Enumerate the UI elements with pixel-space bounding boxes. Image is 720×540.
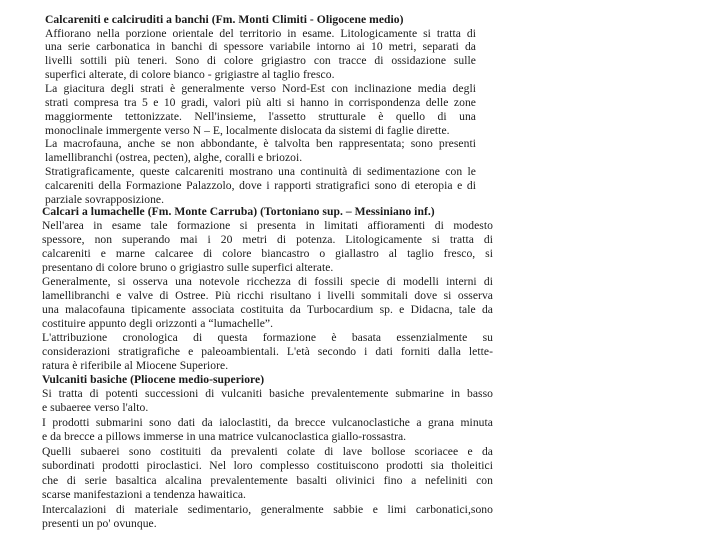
paragraph-line: spessore, non superando mai i 20 metri di potenza. Litologicamente si tratta di xyxy=(42,233,493,246)
paragraph-line: lamellibranchi e valve di Ostree. Più ricchi risultano i livelli sommitali dove si osserva xyxy=(42,289,493,302)
paragraph-line: I prodotti submarini sono dati da ialoclastiti, da brecce vulcanoclastiche a grana minuta xyxy=(42,416,493,429)
paragraph-line: Nell'area in esame tale formazione si presenta in limitati affioramenti di modesto xyxy=(42,219,493,232)
section-monte-carruba xyxy=(42,206,493,371)
paragraph-line: presenti un po' ovunque. xyxy=(42,517,157,530)
paragraph-line: Intercalazioni di materiale sedimentario, generalmente sabbie e limi carbonatici,sono xyxy=(42,503,493,516)
paragraph-line: lamellibranchi (ostrea, pecten), alghe, coralli e briozoi. xyxy=(45,151,303,164)
paragraph-line: Generalmente, si osserva una notevole ricchezza di fossili specie di modelli interni di xyxy=(42,275,493,288)
paragraph-line: maggiormente tettonizzate. Nell'insieme, l'assetto strutturale è quello di una xyxy=(45,110,476,123)
section-monti-climiti xyxy=(45,13,476,206)
paragraph-line: parziale sovrapposizione. xyxy=(45,193,165,206)
paragraph-line: Quelli subaerei sono costituiti da prevalenti colate di lave bollose scoriacee e da xyxy=(42,445,493,458)
paragraph-line: La macrofauna, anche se non abbondante, è talvolta ben rappresentata; sono presenti xyxy=(45,137,476,150)
paragraph-line: La giacitura degli strati è generalmente verso Nord-Est con inclinazione media degli xyxy=(45,82,476,95)
paragraph-line: una malacofauna tipicamente associata costituita da Turbocardium sp. e Didacna, tale da xyxy=(42,303,493,316)
section-heading: Calcareniti e calciruditi a banchi (Fm. Monti Climiti - Oligocene medio) xyxy=(45,13,404,26)
paragraph-line: monoclinale immergente verso N – E, localmente dislocata da sistemi di faglie dirette. xyxy=(45,124,450,137)
paragraph-line: considerazioni stratigrafiche e paleoambientali. L'età secondo i dati forniti dalla lette- xyxy=(42,345,493,358)
paragraph-line: subordinati prodotti piroclastici. Nel loro complesso costituiscono prodotti sia tholeitici xyxy=(42,459,493,472)
paragraph-line: e da brecce a pillows immerse in una matrice vulcanoclastica giallo-rossastra. xyxy=(42,430,407,443)
section-vulcaniti-basiche xyxy=(42,374,493,534)
paragraph-line: Affiorano nella porzione orientale del territorio in esame. Litologicamente si tratta di xyxy=(45,27,476,40)
paragraph-line: L'attribuzione cronologica di questa formazione è basata essenzialmente su xyxy=(42,331,493,344)
paragraph-line: livelli sottili più teneri. Sono di colore grigiastro con tracce di ossidazione sulle xyxy=(45,54,476,67)
paragraph-line: strati compresa tra 5 e 10 gradi, valori più alti si hanno in corrispondenza delle zone xyxy=(45,96,476,109)
paragraph-line: ratura è riferibile al Miocene Superiore. xyxy=(42,359,229,372)
paragraph-line: e subaeree verso l'alto. xyxy=(42,401,149,414)
section-heading: Vulcaniti basiche (Pliocene medio-superiore) xyxy=(42,373,265,386)
paragraph-line: superfici alterate, di colore bianco - grigiastre al taglio fresco. xyxy=(45,68,335,81)
paragraph-line: calcareniti della Formazione Palazzolo, dove i rapporti stratigrafici sono di eteropia e di xyxy=(45,179,476,192)
paragraph-line: che di serie basaltica alcalina prevalentemente basalti olivinici fino a nefeliniti con xyxy=(42,474,493,487)
paragraph-line: Stratigraficamente, queste calcareniti mostrano una continuità di sedimentazione con le xyxy=(45,165,476,178)
paragraph-line: una serie carbonatica in banchi di spessore variabile intorno ai 10 metri, separati da xyxy=(45,40,476,53)
paragraph-line: calcareniti e marne calcaree di colore biancastro o giallastro al taglio fresco, si xyxy=(42,247,493,260)
paragraph-line: scarse manifestazioni a tendenza hawaitica. xyxy=(42,488,246,501)
paragraph-line: presentano di colore bruno o grigiastro sulle superfici alterate. xyxy=(42,261,334,274)
section-heading: Calcari a lumachelle (Fm. Monte Carruba) (Tortoniano sup. – Messiniano inf.) xyxy=(42,205,435,218)
paragraph-line: costituire appunto degli orizzonti a “lumachelle”. xyxy=(42,317,274,330)
paragraph-line: Si tratta di potenti successioni di vulcaniti basiche prevalentemente submarine in basso xyxy=(42,387,493,400)
